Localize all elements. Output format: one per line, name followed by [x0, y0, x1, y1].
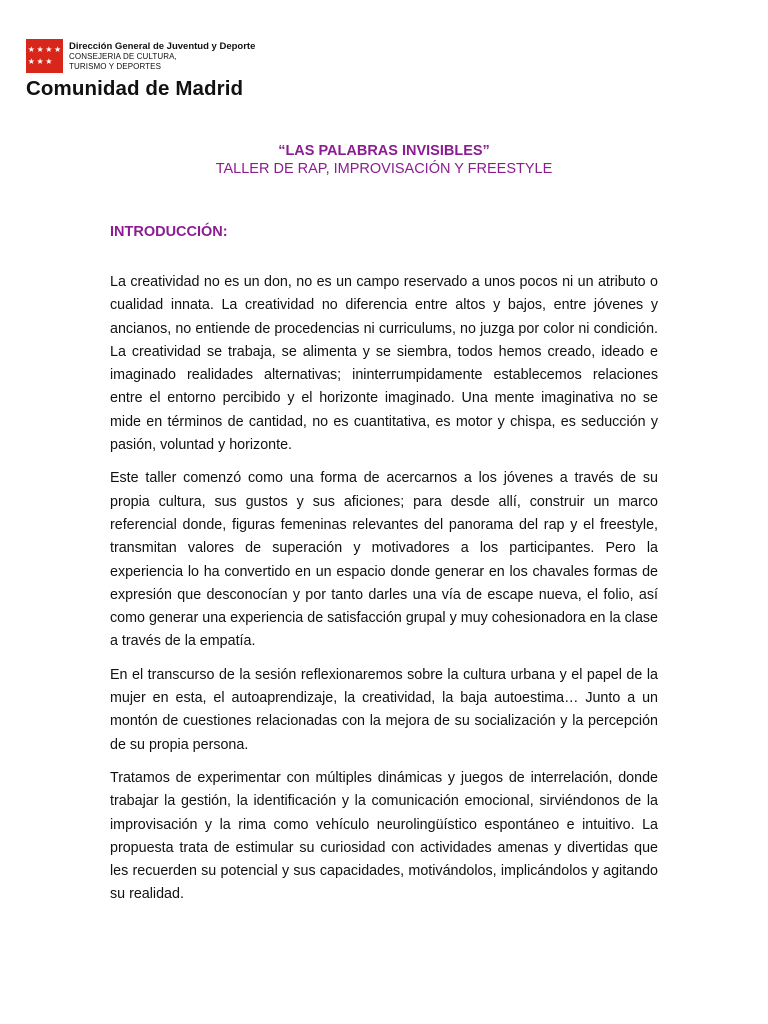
star-icon: ★: [27, 45, 35, 54]
organization-name: [69, 41, 255, 72]
star-icon: ★: [36, 57, 44, 66]
flag-stars: [26, 39, 63, 73]
star-icon: ★: [27, 57, 35, 66]
madrid-flag-logo: [26, 39, 63, 73]
body-text: [110, 271, 658, 917]
document-subtitle: TALLER DE RAP, IMPROVISACIÓN Y FREESTYLE: [215, 161, 553, 177]
document-title: “LAS PALABRAS INVISIBLES”: [278, 143, 490, 159]
section-heading: INTRODUCCIÓN:: [110, 224, 228, 240]
paragraph: La creatividad no es un don, no es un campo reservado a unos pocos ni un atributo o cualidad innata. La creatividad no diferencia entre altos y bajos, entre jóvenes y ancianos, no entiende de procedencias ni curriculums, no juzga por color ni condición. La creatividad se trabaja, se alimenta y se siembra, todos hemos creado, ideado e imaginado realidades alternativas; ininterrumpidamente establecemos relaciones entre el entorno percibido y el horizonte imaginado. Una mente imaginativa no se mide en términos de cantidad, no es cuantitativa, es motor y chispa, es seducción y pasión, voluntad y horizonte.: [110, 274, 658, 454]
paragraph: Este taller comenzó como una forma de acercarnos a los jóvenes a través de su propia cultura, sus gustos y sus aficiones; para desde allí, construir un marco referencial donde, figuras femeninas relevantes del panorama del rap y el freestyle, transmitan valores de superación y motivadores a los participantes. Pero la experiencia lo ha convertido en un espacio donde generar en los chavales formas de expresión que desconocían y por tanto darles una vía de escape nueva, el folio, así como generar una experiencia de satisfacción grupal y muy cohesionadora en la clase a través de la empatía.: [110, 470, 658, 650]
header-logo: [26, 37, 326, 99]
star-icon: ★: [45, 57, 53, 66]
paragraph: En el transcurso de la sesión reflexionaremos sobre la cultura urbana y el papel de la mujer en esta, el autoaprendizaje, la creatividad, la baja autoestima… Junto a un montón de cuestiones relacionadas con la mejora de su socialización y la percepción de su propia persona.: [110, 666, 658, 753]
star-icon: ★: [54, 45, 62, 54]
org-ministry: CONSEJERIA DE CULTURA,: [69, 52, 177, 61]
org-directorate: Dirección General de Juventud y Deporte: [69, 41, 256, 52]
star-icon: ★: [45, 45, 53, 54]
star-icon: ★: [36, 45, 44, 54]
region-name: Comunidad de Madrid: [26, 77, 244, 100]
paragraph: Tratamos de experimentar con múltiples dinámicas y juegos de interrelación, donde trabajar la gestión, la identificación y la comunicación emocional, sirviéndonos de la improvisación y la rima como vehículo neurolingüístico espontáneo e intuitivo. La propuesta trata de estimular su curiosidad con actividades amenas y divertidas que les recuerden su potencial y sus capacidades, motivándolos, implicándolos y agitando su realidad.: [110, 769, 658, 903]
org-ministry-cont: TURISMO Y DEPORTES: [69, 62, 162, 71]
